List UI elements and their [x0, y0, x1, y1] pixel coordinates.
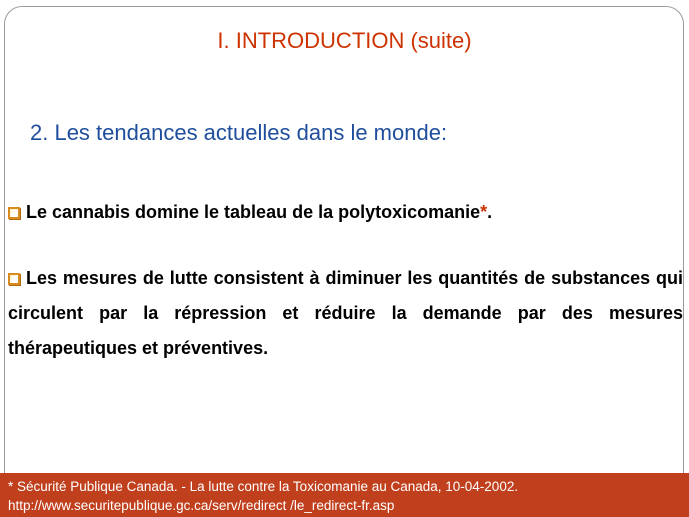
- bullet-text-2: Les mesures de lutte consistent à diminuer les quantités de substances qui circulent par la répression et réduire la demande par des mesures thérapeutiques et préventives.: [8, 268, 683, 358]
- slide-title: I. INTRODUCTION (suite): [217, 28, 472, 53]
- checkbox-bullet-icon: [8, 207, 20, 219]
- footer-reference: [0, 473, 689, 517]
- bullet-tail-1: .: [487, 202, 493, 222]
- bullet-text-1: Le cannabis domine le tableau de la polytoxicomanie: [26, 202, 481, 222]
- footer-url[interactable]: http://www.securitepublique.gc.ca/serv/redirect /le_redirect-fr.asp: [8, 498, 395, 513]
- bullet-item-2: [8, 261, 683, 366]
- checkbox-bullet-icon: [8, 273, 20, 285]
- footnote-mark: *: [480, 202, 488, 222]
- slide-subtitle: 2. Les tendances actuelles dans le monde:: [30, 120, 448, 145]
- footer-citation: * Sécurité Publique Canada. - La lutte contre la Toxicomanie au Canada, 10-04-2002.: [8, 479, 519, 494]
- bullet-item-1: [8, 195, 683, 230]
